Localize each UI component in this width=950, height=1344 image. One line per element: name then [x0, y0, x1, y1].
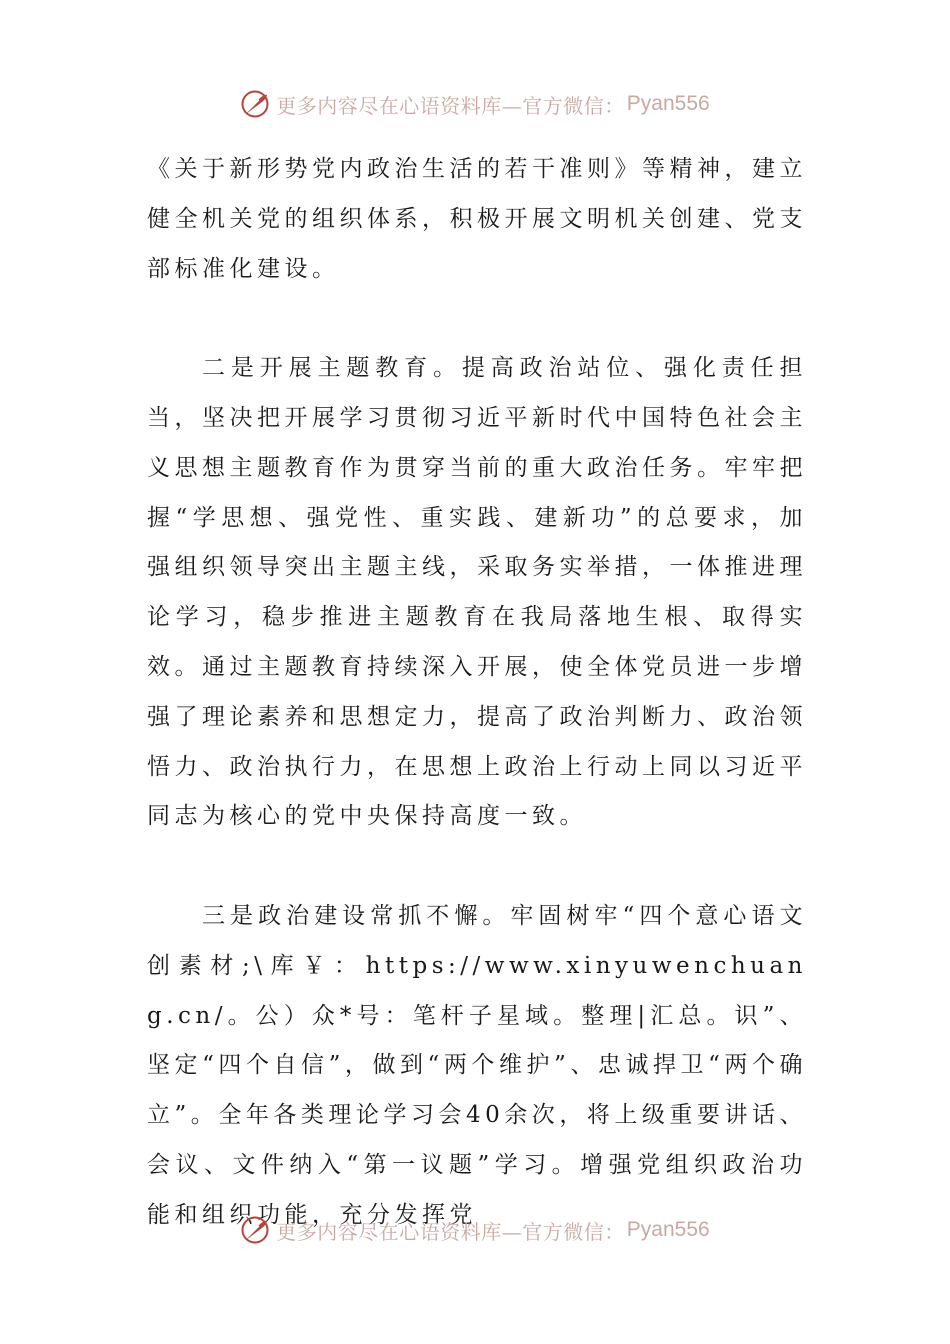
paragraph-political-construction: 三是政治建设常抓不懈。牢固树牢“四个意心语文创素材;\库￥：https://www.xinyuwenchuang.cn/。公）众*号：笔杆子星域。整理|汇总。识”、坚定“四个自信”，做到“两个维护”、忠诚捍卫“两个确立”。全年各类理论学习会40余次，将上级重要讲话、会议、文件纳入“第一议题”学习。增强党组织政治功能和组织功能，充分发挥党 [147, 902, 807, 1228]
header-banner [0, 84, 950, 124]
wechat-id: Pyan556 [626, 1218, 710, 1241]
paragraph-continued: 《关于新形势党内政治生活的若干准则》等精神，建立健全机关党的组织体系，积极开展文明机关创建、党支部标准化建设。 [147, 156, 807, 282]
wechat-id: Pyan556 [626, 92, 710, 115]
document-body [147, 145, 807, 1241]
paragraph-theme-education: 二是开展主题教育。提高政治站位、强化责任担当，坚决把开展学习贯彻习近平新时代中国特色社会主义思想主题教育作为贯穿当前的重大政治任务。牢牢把握“学思想、强党性、重实践、建新功”的总要求，加强组织领导突出主题主线，采取务实举措，一体推进理论学习，稳步推进主题教育在我局落地生根、取得实效。通过主题教育持续深入开展，使全体党员进一步增强了理论素养和思想定力，提高了政治判断力、政治领悟力、政治执行力，在思想上政治上行动上同以习近平同志为核心的党中央保持高度一致。 [147, 355, 807, 830]
quill-pen-logo-icon [240, 89, 270, 119]
banner-text: 更多内容尽在心语资料库—官方微信： [276, 1219, 625, 1244]
quill-pen-logo-icon [240, 1215, 270, 1245]
banner-text: 更多内容尽在心语资料库—官方微信： [276, 93, 625, 118]
footer-banner [0, 1210, 950, 1250]
